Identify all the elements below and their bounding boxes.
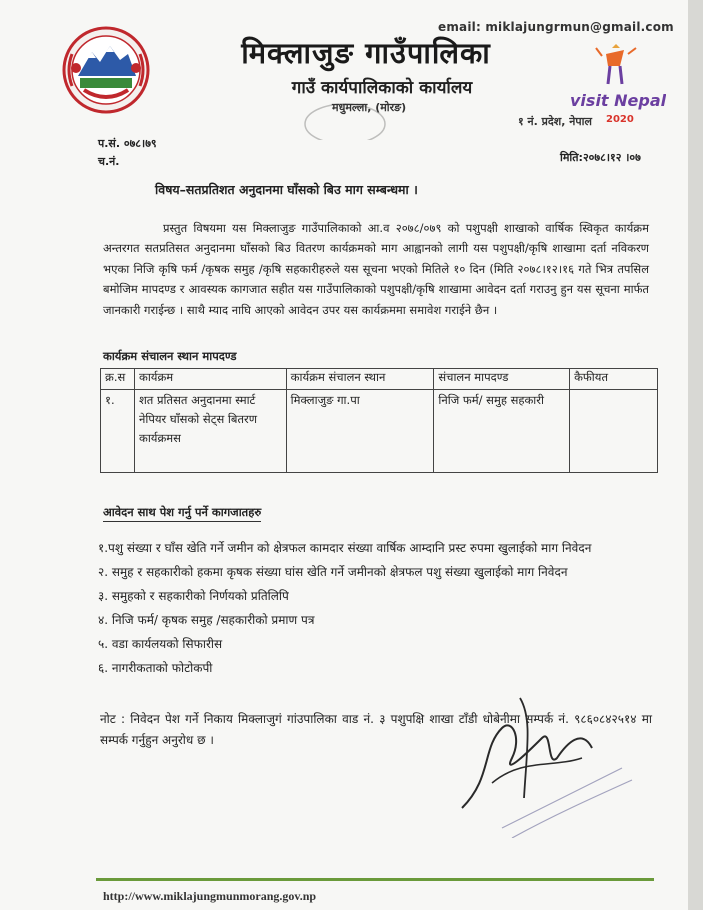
nepal-emblem-icon <box>58 24 154 116</box>
office-place: मधुमल्ला, (मोरङ) <box>332 101 407 114</box>
list-item: ३. समुहको र सहकारीको निर्णयको प्रतिलिपि <box>98 589 289 603</box>
table-cell-location: मिक्लाजुङ गा.पा <box>286 390 434 473</box>
table-header-cell: संचालन मापदण्ड <box>434 369 570 390</box>
letter-date: मिति:२०७८।१२ ।०७ <box>560 151 641 164</box>
letter-subject: विषय–सतप्रतिशत अनुदानमा घाँसको बिउ माग सम्बन्धमा । <box>155 182 418 197</box>
criteria-table <box>100 368 658 473</box>
list-item: १.पशु संख्या र घाँस खेति गर्ने जमीन को क्षेत्रफल कामदार संख्या वार्षिक आम्दानि प्रस्ट रुपमा खुलाईको माग निवेदन <box>98 541 592 555</box>
table-cell-remarks <box>570 390 658 473</box>
page-edge-shadow <box>688 0 703 910</box>
footer-rule <box>96 878 654 881</box>
chalani-number: च.नं. <box>98 155 120 168</box>
table-row <box>101 390 658 473</box>
header-email: email: miklajungrmun@gmail.com <box>438 20 674 34</box>
table-header-cell: कार्यक्रम <box>134 369 286 390</box>
signature-icon <box>432 688 642 838</box>
documents-list <box>98 538 658 682</box>
svg-text:visit Nepal: visit Nepal <box>570 91 666 110</box>
list-item: ४. निजि फर्म/ कृषक समुह /सहकारीको प्रमाण पत्र <box>98 613 315 627</box>
documents-heading: आवेदन साथ पेश गर्नु पर्ने कागजातहरु <box>103 505 261 522</box>
municipality-name: मिक्लाजुङ गाउँपालिका <box>241 36 491 70</box>
province-label: १ नं. प्रदेश, नेपाल <box>518 115 592 128</box>
reference-block <box>98 135 157 171</box>
table-header-cell: कार्यक्रम संचालन स्थान <box>286 369 434 390</box>
list-item: २. समुह र सहकारीको हकमा कृषक संख्या घांस खेति गर्ने जमीनको क्षेत्रफल पशु संख्या खुलाईको माग निवेदन <box>98 565 568 579</box>
table-header-cell: क्र.स <box>101 369 135 390</box>
body-paragraph: प्रस्तुत विषयमा यस मिक्लाजुङ गाउँपालिकाको आ.व २०७८/०७९ को पशुपक्षी शाखाको वार्षिक स्विकृत कार्यक्रम अन्तरगत सतप्रतिसत अनुदानमा घाँसको बिउ वितरण कार्यक्रमको माग आह्वानको लागी यस पशुपक्षी/कृषि शाखामा दर्ता नविकरण भएका निजि कृषि फर्म /कृषक समुह /कृषि सहकारीहरुले यस सूचना भएको मितिले १० दिन (मिति २०७८।१२।१६ गते भित्र तपसिल बमोजिम मापदण्ड र आवस्यक कागजात सहीत यस गाउँपालिकाको पशुपक्षी/कृषि शाखामा आवेदन दर्ता गराउनु हुन यस सूचना मार्फत जानकारी गराईन्छ । साथै म्याद नाघि आएको आवेदन उपर यस कार्यक्रममा समावेश गराईने छैन । <box>103 221 649 317</box>
list-item: ६. नागरीकताको फोटोकपी <box>98 661 213 675</box>
footer-website-link[interactable]: http://www.miklajungmunmorang.gov.np <box>103 889 317 903</box>
table-header-cell: कैफीयत <box>570 369 658 390</box>
office-name: गाउँ कार्यपालिकाको कार्यालय <box>291 78 473 98</box>
table-cell-program: शत प्रतिसत अनुदानमा स्मार्ट नेपियर घाँसको सेट्स बितरण कार्यक्रमस <box>134 390 286 473</box>
patra-sankhya: प.सं. ०७८।७९ <box>98 137 157 150</box>
table-header-row <box>101 369 658 390</box>
table-cell-criteria: निजि फर्म/ समुह सहकारी <box>434 390 570 473</box>
contact-note: नोट : निवेदन पेश गर्ने निकाय मिक्लाजुगं गांउपालिका वाड नं. ३ पशुपक्षि शाखा टाँडी धोबेनीमा सम्पर्क नं. ९८६०८४२५१४ मा सम्पर्क गर्नुहुन अनुरोध छ । <box>100 712 652 747</box>
svg-text:2020: 2020 <box>606 114 634 125</box>
list-item: ५. वडा कार्यलयको सिफारीस <box>98 637 223 651</box>
criteria-section-label: कार्यक्रम संचालन स्थान मापदण्ड <box>103 349 237 363</box>
table-cell-serial: १. <box>101 390 135 473</box>
